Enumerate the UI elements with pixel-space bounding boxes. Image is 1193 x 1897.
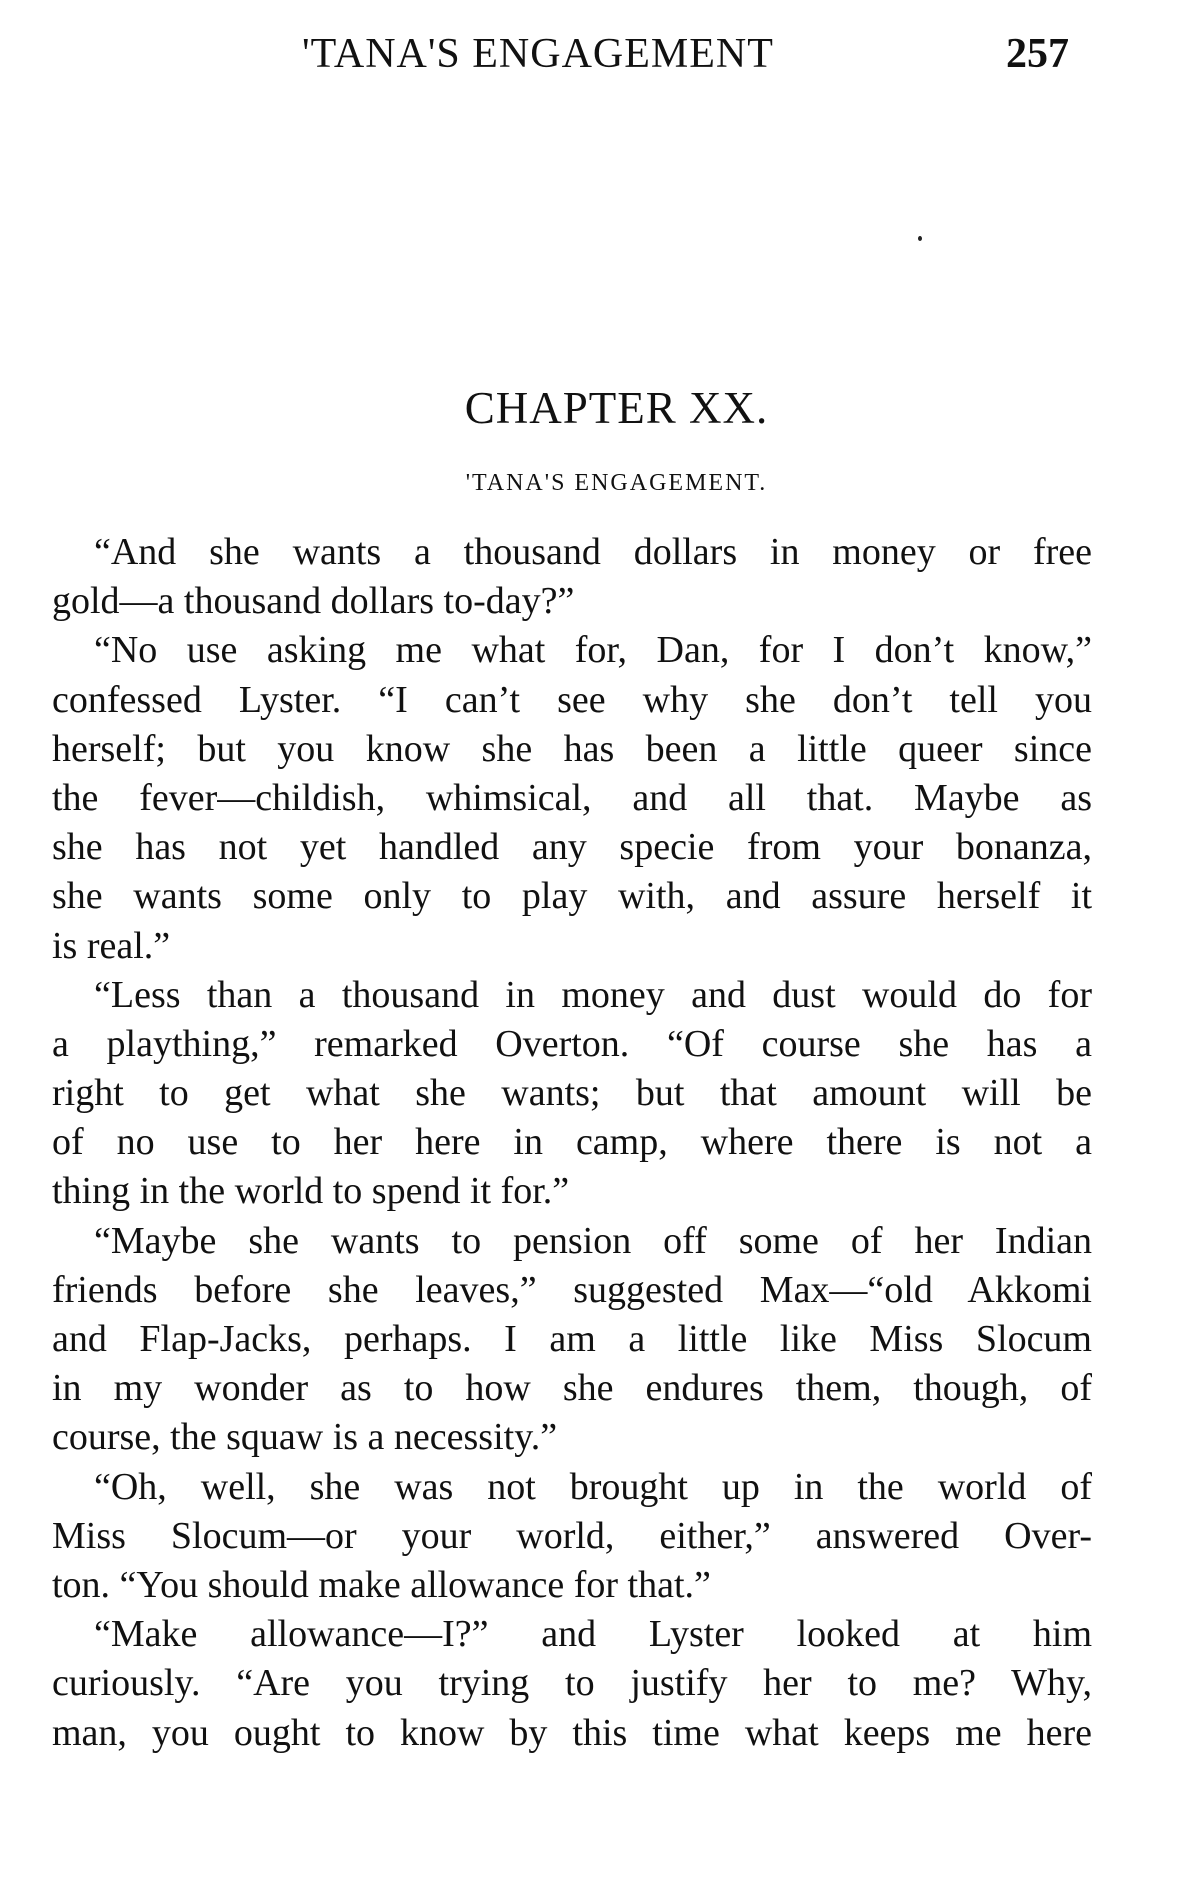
text-line: man, you ought to know by this time what keeps me here bbox=[52, 1711, 1092, 1754]
text-line: “And she wants a thousand dollars in money or free bbox=[94, 531, 1092, 573]
text-line: “Maybe she wants to pension off some of her Indian bbox=[94, 1219, 1092, 1262]
text-line: of no use to her here in camp, where there is not a bbox=[52, 1121, 1092, 1164]
page-number: 257 bbox=[1006, 31, 1069, 77]
text-line: course, the squaw is a necessity.” bbox=[52, 1416, 558, 1459]
text-line: “Make allowance—I?” and Lyster looked at him bbox=[94, 1613, 1092, 1656]
text-line: she wants some only to play with, and assure herself it bbox=[52, 875, 1092, 918]
text-line: in my wonder as to how she endures them, though, of bbox=[52, 1367, 1092, 1410]
text-line: she has not yet handled any specie from your bonanza, bbox=[52, 826, 1092, 869]
chapter-title: 'TANA'S ENGAGEMENT. bbox=[465, 470, 768, 496]
running-head bbox=[0, 30, 1193, 90]
print-speck bbox=[918, 236, 922, 241]
text-line: curiously. “Are you trying to justify her to me? Why, bbox=[52, 1662, 1092, 1705]
text-line: friends before she leaves,” suggested Max—“old Akkomi bbox=[52, 1268, 1092, 1311]
text-line: “No use asking me what for, Dan, for I don’t know,” bbox=[94, 629, 1092, 672]
text-line: and Flap-Jacks, perhaps. I am a little like Miss Slocum bbox=[52, 1318, 1092, 1360]
text-line: herself; but you know she has been a little queer since bbox=[52, 727, 1092, 770]
text-line: is real.” bbox=[52, 924, 171, 967]
text-line: ton. “You should make allowance for that.” bbox=[52, 1563, 711, 1606]
text-line: right to get what she wants; but that amount will be bbox=[52, 1072, 1092, 1115]
text-line: “Oh, well, she was not brought up in the world of bbox=[94, 1465, 1092, 1508]
text-line: confessed Lyster. “I can’t see why she don’t tell you bbox=[52, 678, 1092, 721]
text-line: Miss Slocum—or your world, either,” answered Over- bbox=[52, 1514, 1092, 1557]
text-line: a plaything,” remarked Overton. “Of course she has a bbox=[52, 1022, 1092, 1065]
text-line: gold—a thousand dollars to-day?” bbox=[52, 580, 575, 623]
text-line: thing in the world to spend it for.” bbox=[52, 1170, 570, 1213]
body-text bbox=[52, 528, 1092, 1758]
chapter-number: CHAPTER XX. bbox=[464, 383, 769, 433]
text-line: the fever—childish, whimsical, and all that. Maybe as bbox=[52, 776, 1092, 819]
running-title: 'TANA'S ENGAGEMENT bbox=[302, 31, 774, 77]
text-line: “Less than a thousand in money and dust would do for bbox=[94, 973, 1092, 1016]
